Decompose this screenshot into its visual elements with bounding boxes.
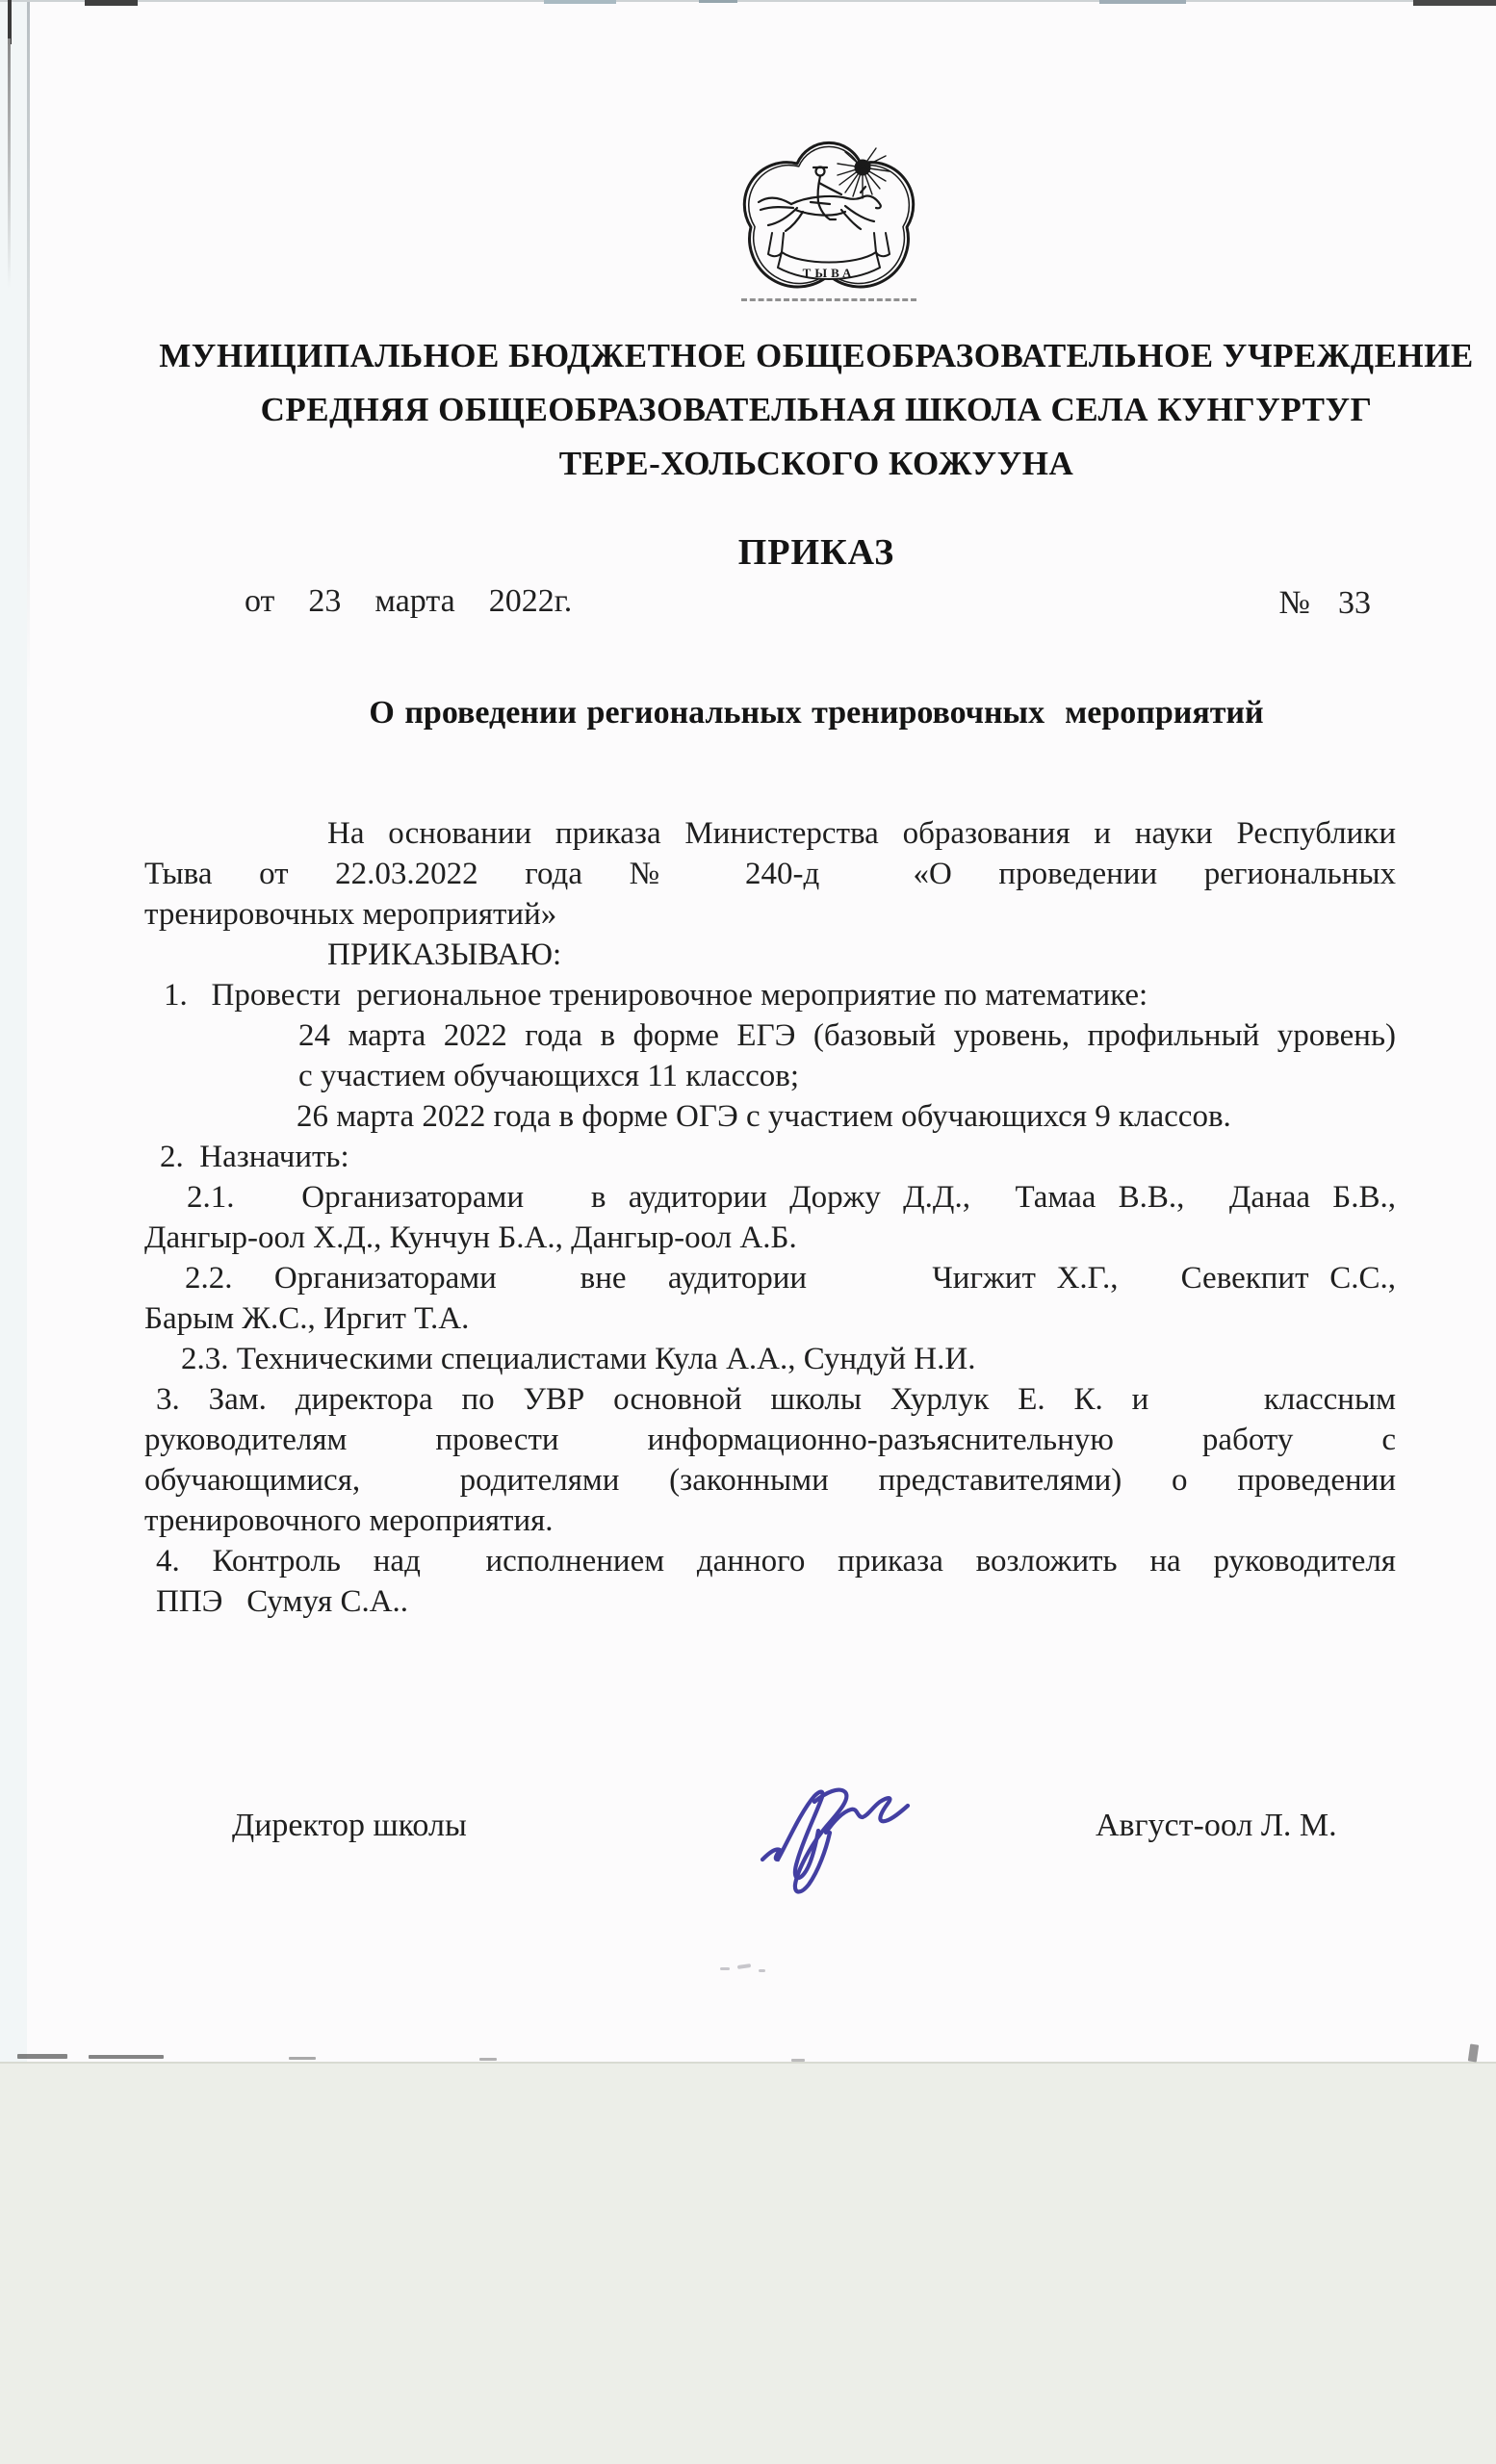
signer-role: Директор школы: [232, 1808, 467, 1843]
ribbon-banner: [768, 233, 890, 280]
sun-icon: [838, 148, 890, 198]
ribbon-label: ТЫВА: [802, 266, 856, 280]
organization-header: [144, 329, 1488, 491]
ink-smudge: [720, 1967, 730, 1970]
body-line: 24 марта 2022 года в форме ЕГЭ (базовый уровень, профильный уровень): [298, 1018, 1396, 1053]
handwritten-signature: [741, 1771, 934, 1906]
ink-smudge: [737, 1964, 751, 1969]
scan-artifact: [1413, 0, 1496, 6]
scanner-background-bottom: [0, 2062, 1496, 2464]
paper-edge-speck: [479, 2058, 497, 2061]
body-line: 4. Контроль над исполнением данного приказа возложить на руководителя: [156, 1544, 1396, 1578]
scan-artifact: [85, 0, 138, 6]
signer-name: Август-оол Л. М.: [1096, 1808, 1337, 1843]
scan-top-edge: [0, 0, 1496, 2]
body-line: Дангыр-оол Х.Д., Кунчун Б.А., Дангыр-оол А.Б.: [144, 1220, 797, 1255]
scan-artifact: [1099, 0, 1186, 4]
body-line: 2. Назначить:: [160, 1140, 349, 1174]
body-line: с участием обучающихся 11 классов;: [298, 1059, 799, 1093]
scan-artifact: [699, 0, 737, 3]
body-line: ППЭ Сумуя С.А..: [156, 1584, 409, 1619]
order-number: № 33: [1278, 585, 1371, 621]
body-line: обучающимися, родителями (законными представителями) о проведении: [144, 1463, 1396, 1498]
body-line: 3. Зам. директора по УВР основной школы Хурлук Е. К. и классным: [156, 1382, 1396, 1417]
body-line: Барым Ж.С., Иргит Т.А.: [144, 1301, 470, 1336]
body-line: Тыва от 22.03.2022 года № 240-д «О проведении региональных: [144, 857, 1396, 891]
body-line: 26 марта 2022 года в форме ОГЭ с участием обучающихся 9 классов.: [297, 1099, 1231, 1134]
order-date: от 23 марта 2022г.: [245, 583, 573, 619]
body-line: 2.3. Техническими специалистами Кула А.А., Сундуй Н.И.: [181, 1342, 976, 1376]
emblem-underline-dashes: [741, 298, 916, 301]
organization-line2: СРЕДНЯЯ ОБЩЕОБРАЗОВАТЕЛЬНАЯ ШКОЛА СЕЛА КУНГУРТУГ: [260, 391, 1373, 428]
paper-left-edge-shadow: [27, 0, 30, 693]
order-subject: О проведении региональных тренировочных мероприятий: [369, 695, 1264, 731]
body-line: 2.2. Организаторами вне аудитории Чигжит Х.Г., Севекпит С.С.,: [185, 1261, 1396, 1296]
body-line: ПРИКАЗЫВАЮ:: [327, 937, 562, 972]
paper-edge-speck: [1468, 2043, 1479, 2062]
paper-edge-speck: [289, 2057, 316, 2060]
body-line: На основании приказа Министерства образования и науки Республики: [327, 816, 1396, 851]
ink-smudge: [759, 1969, 765, 1972]
scan-artifact: [544, 0, 616, 4]
paper-edge-speck: [791, 2059, 805, 2062]
organization-line3: ТЕРЕ-ХОЛЬСКОГО КОЖУУНА: [558, 445, 1074, 482]
organization-line1: МУНИЦИПАЛЬНОЕ БЮДЖЕТНОЕ ОБЩЕОБРАЗОВАТЕЛЬНОЕ УЧРЕЖДЕНИЕ: [159, 337, 1474, 374]
scan-artifact: [8, 38, 11, 289]
body-line: 2.1. Организаторами в аудитории Доржу Д.Д., Тамаа В.В., Данаа Б.В.,: [187, 1180, 1396, 1215]
scan-left-margin: [0, 0, 27, 2062]
body-line: тренировочных мероприятий»: [144, 897, 557, 932]
body-line: 1. Провести региональное тренировочное мероприятие по математике:: [164, 978, 1148, 1013]
tuva-emblem-icon: [737, 139, 920, 298]
body-line: руководителям провести информационно-разъяснительную работу с: [144, 1423, 1396, 1457]
order-body: [144, 813, 1396, 1622]
paper-edge-speck: [17, 2054, 67, 2059]
document-type-title: ПРИКАЗ: [737, 532, 895, 573]
body-line: тренировочного мероприятия.: [144, 1503, 554, 1538]
paper-edge-speck: [89, 2055, 164, 2059]
